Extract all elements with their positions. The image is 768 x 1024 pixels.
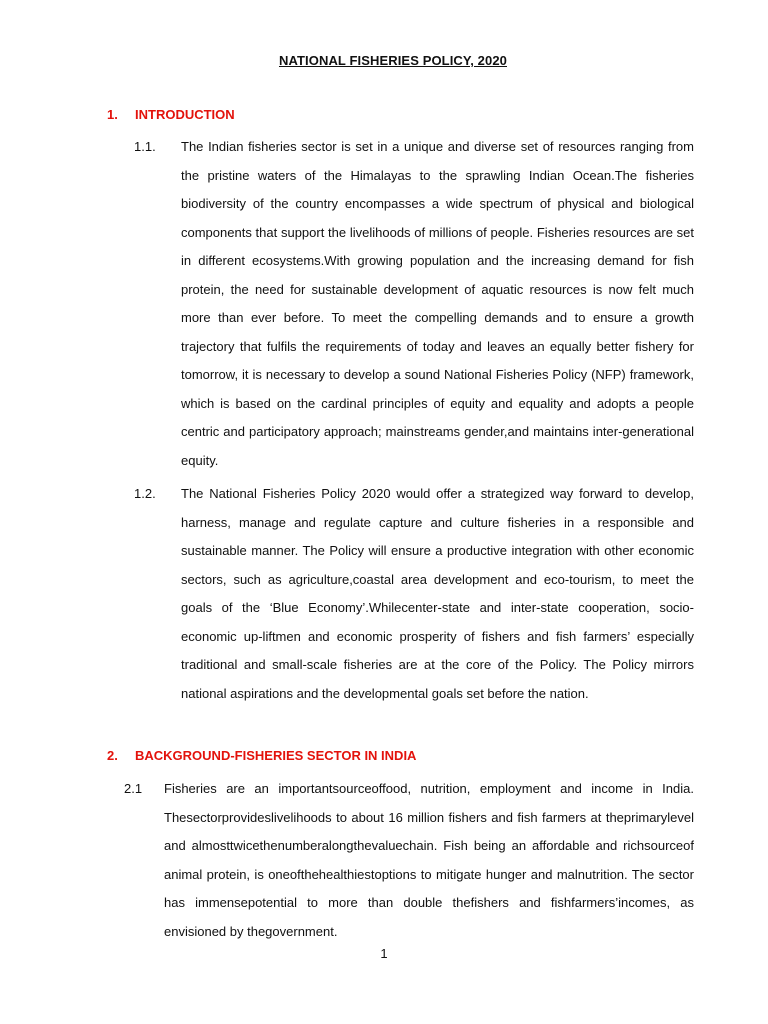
page-number: 1 xyxy=(380,946,388,961)
paragraph-number: 1.2. xyxy=(134,486,156,501)
paragraph-text: Fisheries are an importantsourceoffood, nutrition, employment and income in India. Thesectorprovideslivelihoods to about 16 million fishers and fish farmers at theprimarylevel and almosttwicethenumberalongthevaluechain. Fish being an affordable and richsourceof animal protein, is oneofthehealthiestoptions to mitigate hunger and malnutrition. The sector has immensepotential to more than double thefishers and fishfarmers’incomes, as envisioned by thegovernment. xyxy=(164,781,694,939)
section-title: INTRODUCTION xyxy=(135,107,235,122)
paragraph-2-1 xyxy=(124,775,694,946)
paragraph-text: The National Fisheries Policy 2020 would offer a strategized way forward to develop, harness, manage and regulate capture and culture fisheries in a responsible and sustainable manner. The Policy will ensure a productive integration with other economic sectors, such as agriculture,coastal area development and eco-tourism, to meet the goals of the ‘Blue Economy’.Whilecenter-state and inter-state cooperation, socio-economic up-liftmen and economic prosperity of fishers and fish farmers’ especially traditional and small-scale fisheries are at the core of the Policy. The Policy mirrors national aspirations and the developmental goals set before the nation. xyxy=(181,486,694,701)
section-title: BACKGROUND-FISHERIES SECTOR IN INDIA xyxy=(135,748,417,763)
paragraph-1-2 xyxy=(134,480,694,708)
paragraph-number: 2.1 xyxy=(124,781,143,796)
paragraph-1-1 xyxy=(134,133,694,475)
section-number: 2. xyxy=(107,748,118,763)
document-title: NATIONAL FISHERIES POLICY, 2020 xyxy=(278,53,507,68)
paragraph-text: The Indian fisheries sector is set in a unique and diverse set of resources ranging from the pristine waters of the Himalayas to the sprawling Indian Ocean.The fisheries biodiversity of the country encompasses a wide spectrum of physical and biological components that support the livelihoods of millions of people. Fisheries resources are set in different ecosystems.With growing population and the increasing demand for fish protein, the need for sustainable development of aquatic resources is now felt much more than ever before. To meet the compelling demands and to ensure a growth trajectory that fulfils the requirements of today and leaves an equally better fishery for tomorrow, it is necessary to develop a sound National Fisheries Policy (NFP) framework, which is based on the cardinal principles of equity and equality and adopts a people centric and participatory approach; mainstreams gender,and maintains inter-generational equity. xyxy=(181,139,694,468)
section-number: 1. xyxy=(107,107,118,122)
paragraph-number: 1.1. xyxy=(134,139,156,154)
